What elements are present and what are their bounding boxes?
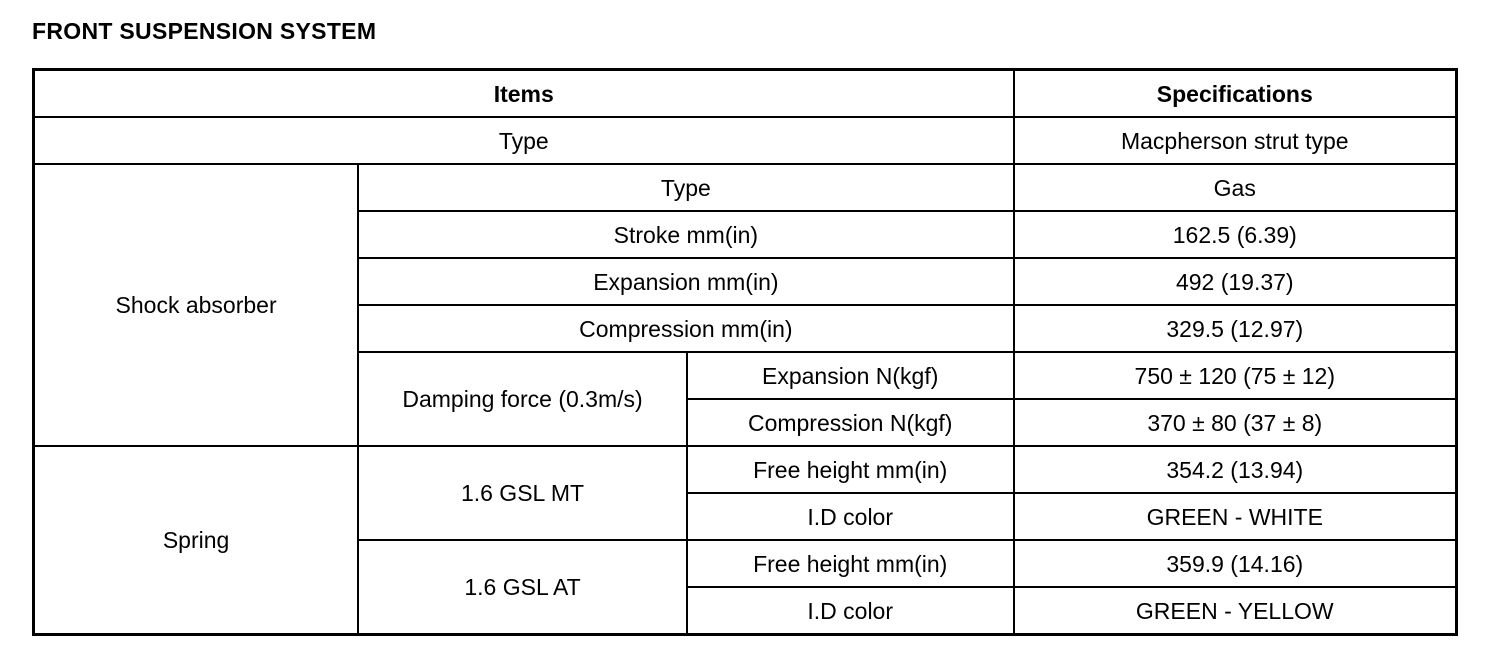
spring-label: Spring bbox=[34, 446, 359, 635]
shock-type-value: Gas bbox=[1014, 164, 1457, 211]
spec-table bbox=[32, 68, 1458, 636]
damping-compression-label: Compression N(kgf) bbox=[687, 399, 1014, 446]
stroke-value: 162.5 (6.39) bbox=[1014, 211, 1457, 258]
mt-free-height-value: 354.2 (13.94) bbox=[1014, 446, 1457, 493]
shock-type-label: Type bbox=[358, 164, 1013, 211]
at-id-color-value: GREEN - YELLOW bbox=[1014, 587, 1457, 635]
spring-at-label: 1.6 GSL AT bbox=[358, 540, 687, 635]
damping-expansion-value: 750 ± 120 (75 ± 12) bbox=[1014, 352, 1457, 399]
damping-compression-value: 370 ± 80 (37 ± 8) bbox=[1014, 399, 1457, 446]
table-row bbox=[34, 446, 1457, 493]
damping-force-label: Damping force (0.3m/s) bbox=[358, 352, 687, 446]
mt-id-color-value: GREEN - WHITE bbox=[1014, 493, 1457, 540]
document-title: FRONT SUSPENSION SYSTEM bbox=[32, 18, 377, 44]
compression-value: 329.5 (12.97) bbox=[1014, 305, 1457, 352]
type-value: Macpherson strut type bbox=[1014, 117, 1457, 164]
expansion-label: Expansion mm(in) bbox=[358, 258, 1013, 305]
table-row bbox=[34, 117, 1457, 164]
spring-mt-label: 1.6 GSL MT bbox=[358, 446, 687, 540]
at-free-height-label: Free height mm(in) bbox=[687, 540, 1014, 587]
header-row bbox=[34, 70, 1457, 118]
type-label: Type bbox=[34, 117, 1014, 164]
table-row bbox=[34, 164, 1457, 211]
stroke-label: Stroke mm(in) bbox=[358, 211, 1013, 258]
specifications-header: Specifications bbox=[1014, 70, 1457, 118]
items-header: Items bbox=[34, 70, 1014, 118]
at-free-height-value: 359.9 (14.16) bbox=[1014, 540, 1457, 587]
shock-absorber-label: Shock absorber bbox=[34, 164, 359, 446]
compression-label: Compression mm(in) bbox=[358, 305, 1013, 352]
at-id-color-label: I.D color bbox=[687, 587, 1014, 635]
mt-free-height-label: Free height mm(in) bbox=[687, 446, 1014, 493]
expansion-value: 492 (19.37) bbox=[1014, 258, 1457, 305]
mt-id-color-label: I.D color bbox=[687, 493, 1014, 540]
damping-expansion-label: Expansion N(kgf) bbox=[687, 352, 1014, 399]
